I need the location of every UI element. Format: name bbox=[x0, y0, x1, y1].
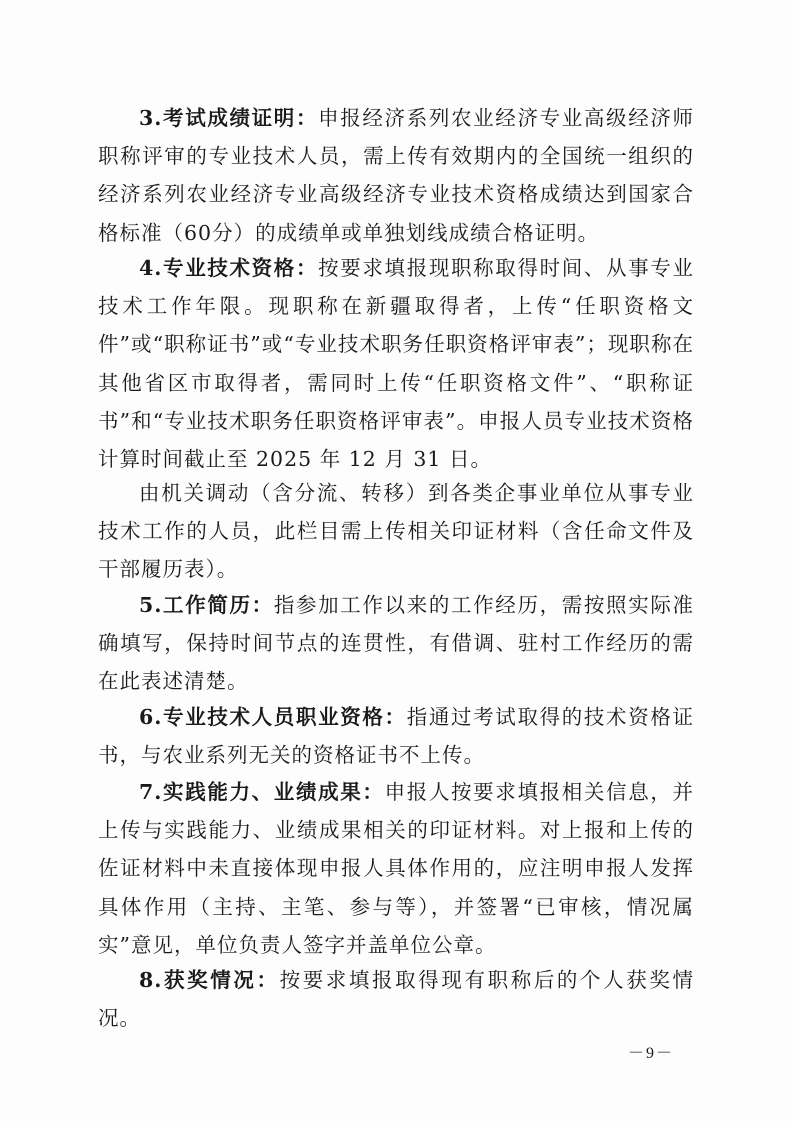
section-4-transfer-note bbox=[98, 474, 694, 589]
section-body: 指参加工作以来的工作经历，需按照实际准确填写，保持时间节点的连贯性，有借调、驻村工作经历的需在此表述清楚。 bbox=[98, 593, 695, 694]
section-heading: 8.获奖情况： bbox=[139, 968, 280, 992]
page-number: －9－ bbox=[628, 1045, 675, 1062]
section-heading: 6.专业技术人员职业资格： bbox=[139, 705, 407, 729]
section-heading: 3.考试成绩证明： bbox=[139, 106, 319, 130]
section-5-work-history bbox=[98, 586, 694, 701]
section-4-professional-qualification bbox=[98, 249, 694, 478]
section-body: 申报人按要求填报相关信息，并上传与实践能力、业绩成果相关的印证材料。对上报和上传的佐证材料中未直接体现申报人具体作用的，应注明申报人发挥具体作用（主持、主笔、参与等），并签署“已审核，情况属实”意见，单位负责人签字并盖单位公章。 bbox=[98, 780, 695, 957]
section-heading: 7.实践能力、业绩成果： bbox=[139, 780, 385, 804]
section-body: 由机关调动（含分流、转移）到各类企事业单位从事专业技术工作的人员，此栏目需上传相关印证材料（含任命文件及干部履历表）。 bbox=[98, 481, 694, 582]
section-body: 指通过考试取得的技术资格证书，与农业系列无关的资格证书不上传。 bbox=[98, 705, 694, 768]
section-7-achievements bbox=[98, 773, 694, 964]
section-6-vocational-qualification bbox=[98, 698, 694, 774]
section-8-awards bbox=[98, 961, 694, 1037]
section-3-exam-scores bbox=[98, 99, 694, 252]
section-heading: 5.工作简历： bbox=[139, 593, 274, 617]
section-body: 申报经济系列农业经济专业高级经济师职称评审的专业技术人员，需上传有效期内的全国统一组织的经济系列农业经济专业高级经济专业技术资格成绩达到国家合格标准（60分）的成绩单或单独划线成绩合格证明。 bbox=[98, 106, 695, 245]
section-heading: 4.专业技术资格： bbox=[139, 256, 319, 280]
section-body: 按要求填报现职称取得时间、从事专业技术工作年限。现职称在新疆取得者，上传“任职资格文件”或“职称证书”或“专业技术职务任职资格评审表”；现职称在其他省区市取得者，需同时上传“任职资格文件”、“职称证书”和“专业技术职务任职资格评审表”。申报人员专业技术资格计算时间截止至 2025 年 12 月 31 日。 bbox=[98, 256, 695, 472]
section-body: 按要求填报取得现有职称后的个人获奖情况。 bbox=[98, 968, 694, 1031]
